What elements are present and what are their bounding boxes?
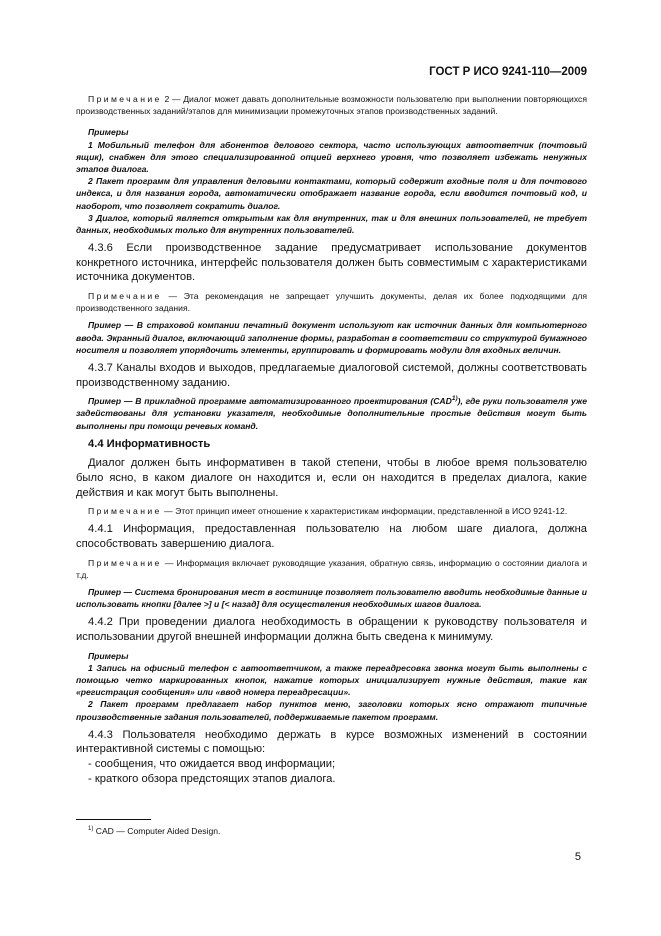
list-item: - сообщения, что ожидается ввод информации;: [88, 758, 336, 770]
page-number: 5: [574, 851, 581, 863]
clause-4-3-6: 4.3.6 Если производственное задание предусматривает использование документов конкретного источника, интерфейс пользователя должен быть совместимым с характеристиками источника документов.: [76, 242, 587, 284]
example-text: Пример — В прикладной программе автоматизированного проектирования (CAD: [88, 396, 452, 407]
note-text: — Эта рекомендация не запрещает улучшить документы, делая их более подходящими для производственного задания.: [76, 291, 587, 314]
footnote: [88, 826, 220, 836]
note-4-4: [76, 505, 587, 517]
note-label: Примечание: [88, 291, 162, 302]
page-content: [76, 93, 587, 786]
example-text: ), где руки пользователя уже задействованы для установки указателя, необходимые дополнительные простые действия могут быть выполнены при помощи речевых команд.: [76, 396, 587, 431]
note-4-4-1: [76, 557, 587, 581]
note-text: 2 — Диалог может давать дополнительные возможности пользователю при выполнении повторяющихся производственных заданий/этапов для минимизации промежуточных этапов производственных заданий.: [76, 94, 587, 117]
clause-4-4-2: 4.4.2 При проведении диалога необходимость в обращении к руководству пользователя и использовании другой внешней информации должна быть сведена к минимуму.: [76, 616, 587, 643]
footnote-ref: 1): [451, 395, 458, 403]
example-2: 2 Пакет программ предлагает набор пунктов меню, заголовки которых ясно отражают типичные производственные задания пользователей, поддерживаемые пакетом программ.: [76, 699, 587, 722]
example-4-3-6: Пример — В страховой компании печатный документ используют как источник данных для компьютерного ввода. Экранный диалог, включающий заполнение формы, разработан в соответствии со структурой бумажного носителя и позволяет упорядочить элементы, группировать и формировать модули для входных величин.: [76, 320, 587, 355]
note-4-3-6: [76, 290, 587, 314]
example-1: 1 Запись на офисный телефон с автоответчиком, а также переадресовка звонка могут быть выполнены с помощью четко маркированных кнопок, нажатие которых инициализирует нужные действия, такие как «регистрация сообщения» или «ввод номера переадресации».: [76, 662, 587, 698]
examples-title: Примеры: [88, 650, 129, 661]
footnote-mark: 1): [88, 826, 94, 833]
footnote-divider: [76, 819, 151, 820]
note-label: Примечание: [88, 94, 162, 104]
footnote-text: CAD — Computer Aided Design.: [93, 826, 221, 836]
example-3: 3 Диалог, который является открытым как для внутренних, так и для внешних пользователей, не требует данных, необходимых только для внутренних пользователей.: [76, 212, 587, 236]
example-1: 1 Мобильный телефон для абонентов делового сектора, часто использующих автоответчик (почтовый ящик), снабжен для этого специализированной опцией верхнего уровня, что позволяет избежать ненужных этапов диалога.: [76, 139, 587, 175]
section-heading: 4.4 Информативность: [88, 437, 211, 450]
clause-4-3-7: 4.3.7 Каналы входов и выходов, предлагаемые диалоговой системой, должны соответствовать производственному заданию.: [76, 362, 587, 389]
note-2: [76, 93, 587, 117]
note-label: Примечание: [88, 557, 162, 568]
examples-title: Примеры: [88, 127, 129, 138]
list-item: - краткого обзора предстоящих этапов диалога.: [88, 772, 336, 785]
clause-4-4-1: 4.4.1 Информация, предоставленная пользователю на любом шаге диалога, должна способствовать завершению диалога.: [76, 523, 587, 550]
note-label: Примечание: [88, 506, 162, 517]
note-text: — Этот принцип имеет отношение к характеристикам информации, представленной в ИСО 9241-12.: [161, 506, 568, 517]
clause-4-4-3: 4.4.3 Пользователя необходимо держать в курсе возможных изменений в состоянии интерактивной системы с помощью:: [76, 728, 587, 756]
standard-header: ГОСТ Р ИСО 9241-110—2009: [429, 66, 587, 78]
example-2: 2 Пакет программ для управления деловыми контактами, который содержит входные поля и для почтового индекса, и для названия города, автоматически отображает название города, если вводится почтовый код, и наоборот, что позволяет сократить диалог.: [76, 176, 587, 211]
example-4-4-1: Пример — Система бронирования мест в гостинице позволяет пользователю вводить необходимые данные и использовать кнопки [далее >] и [< назад] для осуществления необходимых шагов диалога.: [76, 587, 587, 610]
example-4-3-7: [76, 395, 587, 432]
clause-4-4: Диалог должен быть информативен в такой степени, чтобы в любое время пользователю было ясно, в каком диалоге он находится и, если он находится в пределах диалога, какие действия и как могут быть выполнены.: [76, 457, 587, 499]
note-text: — Информация включает руководящие указания, обратную связь, информацию о состоянии диалога и т.д.: [76, 557, 587, 580]
